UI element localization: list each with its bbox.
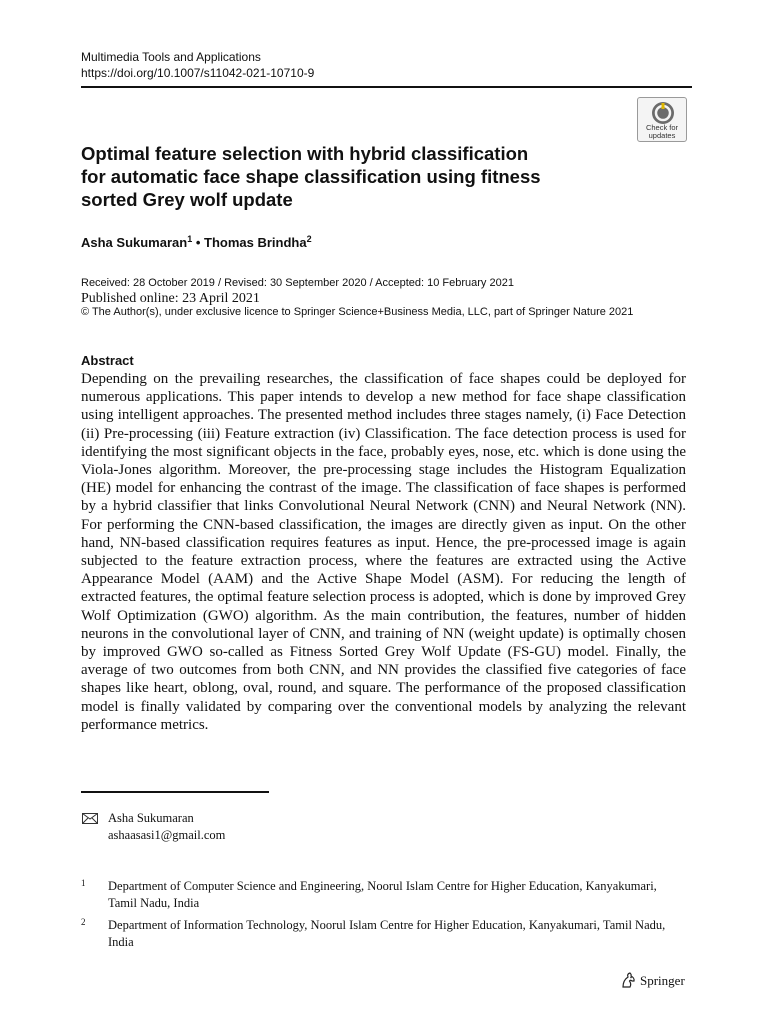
check-for-updates-icon: [650, 101, 676, 125]
received-dates: Received: 28 October 2019 / Revised: 30 September 2020 / Accepted: 10 February 2021: [81, 277, 514, 289]
copyright-notice: © The Author(s), under exclusive licence to Springer Science+Business Media, LLC, part of Springer Nature 2021: [81, 306, 634, 318]
title-line: Optimal feature selection with hybrid classification: [81, 143, 529, 164]
springer-horse-icon: [620, 972, 637, 989]
contact-name: Asha Sukumaran: [108, 811, 194, 825]
affiliation-text: Department of Computer Science and Engineering, Noorul Islam Centre for Higher Education, Kanyakumari, Tamil Nadu, India: [108, 879, 657, 910]
journal-name: Multimedia Tools and Applications: [81, 50, 261, 64]
affiliation-number: 1: [81, 878, 86, 888]
affiliation-text: Department of Information Technology, Noorul Islam Centre for Higher Education, Kanyakumari, Tamil Nadu, India: [108, 918, 666, 949]
title-line: sorted Grey wolf update: [81, 189, 293, 210]
badge-line1: Check for: [645, 123, 679, 132]
title-line: for automatic face shape classification using fitness: [81, 166, 541, 187]
author-name[interactable]: Thomas Brindha: [204, 235, 307, 250]
author-affiliation-mark: 2: [306, 234, 312, 244]
publisher-name: Springer: [640, 973, 685, 988]
abstract-text: Depending on the prevailing researches, the classification of face shapes could be deployed for numerous applications. This paper intends to develop a new method for face shape classification using intelligent approaches. The presented method includes three stages namely, (i) Face Detection (ii) Pre-processing (iii) Feature extraction (iv) Classification. The face detection process is used for identifying the most significant objects in the face, probably eyes, nose, etc. which is done using the Viola-Jones algorithm. Moreover, the pre-processing stage includes the Histogram Equalization (HE) model for enhancing the contrast of the image. The classification of face shapes is performed by a hybrid classifier that links Convolutional Neural Network (CNN) and Neural Network (NN). For performing the CNN-based classification, the images are directly given as input. On the other hand, NN-based classification requires features as input. Hence, the pre-processed image is again subjected to the feature extraction process, where the features are extracted using the Active Appearance Model (AAM) and the Active Shape Model (ASM). For reducing the length of extracted features, the optimal feature selection process is adopted, which is done by improved Grey Wolf Optimization (GWO) algorithm. As the main contribution, the features, number of hidden neurons in the convolutional layer of CNN, and training of NN (weight update) is optimally chosen by improved GWO so-called as Fitness Sorted Grey Wolf Update (FS-GU) model. Finally, the average of two outcomes from both CNN, and NN provides the classified five categories of face shapes like heart, oblong, oval, round, and square. The performance of the proposed classification model is finally validated by comparing over the conventional models by analyzing the relevant performance metrics.: [81, 371, 686, 733]
abstract-heading: Abstract: [81, 353, 134, 368]
contact-email[interactable]: ashaasasi1@gmail.com: [108, 828, 226, 842]
badge-line2: updates: [648, 131, 676, 140]
footnote-rule: [81, 791, 269, 793]
check-for-updates-badge[interactable]: [637, 97, 687, 142]
author-affiliation-mark: 1: [187, 234, 193, 244]
header-rule: [81, 86, 692, 88]
affiliation-number: 2: [81, 917, 86, 927]
published-date: Published online: 23 April 2021: [81, 291, 260, 306]
doi-link[interactable]: https://doi.org/10.1007/s11042-021-10710-9: [81, 66, 315, 80]
article-title: [81, 142, 601, 211]
author-list: [81, 234, 312, 250]
author-name[interactable]: Asha Sukumaran: [81, 235, 188, 250]
author-separator: •: [192, 235, 204, 250]
envelope-icon: [82, 813, 98, 824]
journal-header: [81, 49, 314, 81]
